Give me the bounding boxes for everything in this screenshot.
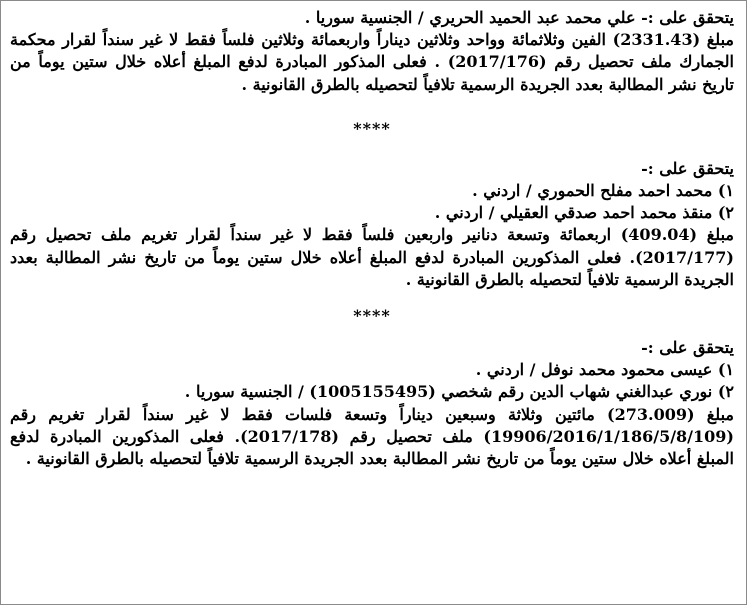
notice-heading: يتحقق على :- علي محمد عبد الحميد الحريري / الجنسية سوريا .	[304, 8, 734, 27]
separator: ****	[353, 118, 391, 138]
notice-heading: يتحقق على :-	[641, 338, 734, 358]
notice-2	[10, 158, 734, 291]
notice-1	[10, 7, 734, 96]
notice-3	[10, 337, 734, 470]
person-item: ٢) نوري عبدالغني شهاب الدين رقم شخصي (1005155495) / الجنسية سوريا .	[184, 382, 734, 402]
notice-body: مبلغ (2331.43) الفين وثلاثمائة وواحد وثلاثين ديناراً واربعمائة وثلاثين فلساً فقط لا غير سنداً لقرار محكمة الجمارك ملف تحصيل رقم (2017/176) . فعلى المذكور المبادرة لدفع المبلغ أعلاه خلال ستين يوماً من تاريخ نشر المطالبة بعدد الجريدة الرسمية تلافياً لتحصيله بالطرق القانونية .	[10, 30, 734, 94]
person-item: ١) عيسى محمود محمد نوفل / اردني .	[475, 360, 734, 380]
separator: ****	[353, 306, 391, 326]
notice-body: مبلغ (409.04) اربعمائة وتسعة دنانير واربعين فلساً فقط لا غير سنداً لقرار تغريم ملف تحصيل رقم (2017/177). فعلى المذكورين المبادرة لدفع المبلغ أعلاه خلال ستين يوماً من تاريخ نشر المطالبة بعدد الجريدة الرسمية تلافياً لتحصيله بالطرق القانونية .	[10, 225, 734, 289]
person-item: ١) محمد احمد مفلح الحموري / اردني .	[472, 181, 734, 201]
person-item: ٢) منقذ محمد احمد صدقي العقيلي / اردني .	[434, 203, 734, 223]
gazette-notices	[10, 7, 734, 470]
notice-body: مبلغ (273.009) مائتين وثلاثة وسبعين ديناراً وتسعة فلسات فقط لا غير سنداً لقرار تغريم رقم (19906/2016/1/186/5/8/109) ملف تحصيل رقم (2017/178). فعلى المذكورين المبادرة لدفع المبلغ أعلاه خلال ستين يوماً من تاريخ نشر المطالبة بعدد الجريدة الرسمية تلافياً لتحصيله بالطرق القانونية .	[10, 404, 734, 469]
notice-heading: يتحقق على :-	[641, 158, 734, 178]
